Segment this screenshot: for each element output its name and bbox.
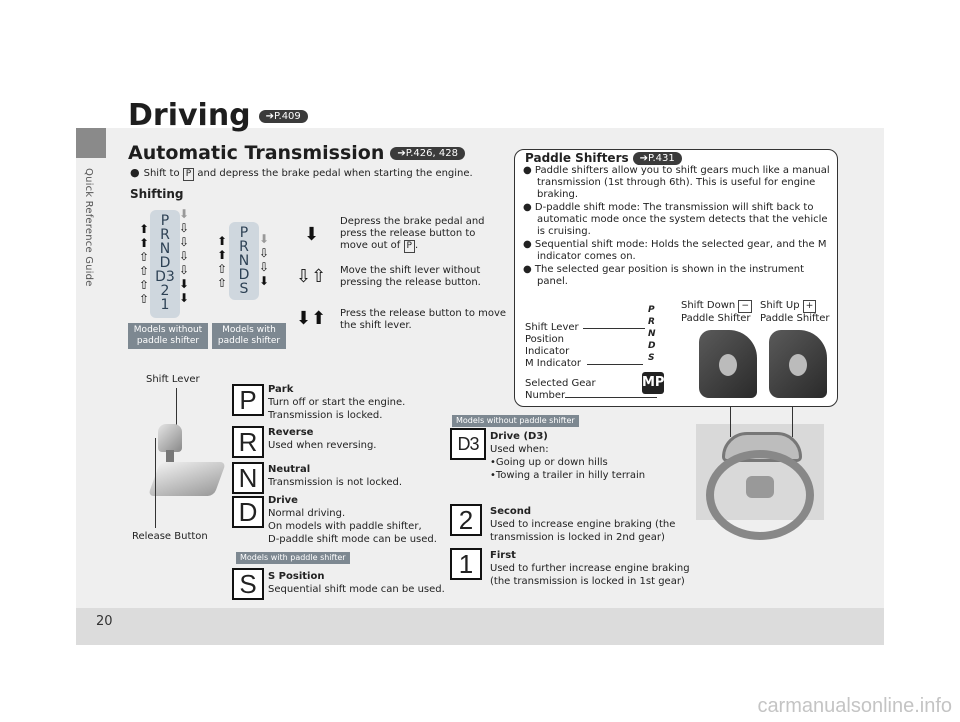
intro-instruction (130, 166, 473, 181)
gear-desc-text: Normal driving. On models with paddle shifter, D-paddle shift mode can be used. (268, 508, 437, 545)
gate2-letter: R (239, 239, 249, 255)
gear-p-desc (268, 383, 405, 422)
paddle-bullet-list (523, 165, 833, 289)
release-button-leader (155, 438, 156, 528)
gear-desc-text: Used to further increase engine braking (the transmission is locked in 1st gear) (490, 563, 690, 587)
steering-wheel-image (696, 424, 824, 520)
gear-d3-desc (490, 430, 645, 482)
indicator-letter: N (648, 329, 656, 339)
double-solid-arrow-icon: ⬇⬆ (296, 308, 327, 329)
shift-knob (158, 424, 182, 452)
list-item: ● D-paddle shift mode: The transmission will shift back to automatic mode once the system detects that the vehicle is cruising. (523, 202, 828, 237)
paddle-leader-right (792, 407, 793, 437)
gear-name: Park (268, 384, 294, 395)
shifting-heading: Shifting (130, 187, 184, 201)
legend-outline-text: Move the shift lever without pressing the release button. (340, 265, 481, 288)
gear-name: Second (490, 506, 532, 517)
shift-down-text: Shift Down (681, 300, 736, 311)
gate1-letter: P (160, 213, 170, 229)
paddle-panel-title (525, 151, 682, 165)
page-number: 20 (96, 614, 113, 629)
title-page-ref-link[interactable]: ➔P.409 (259, 110, 308, 123)
shift-lever-image (150, 424, 222, 498)
gear-name: Neutral (268, 464, 311, 475)
plus-key-icon: + (803, 300, 817, 313)
gear-d-icon: D (232, 496, 264, 528)
gear-name: First (490, 550, 516, 561)
legend-solid-before: Depress the brake pedal and press the release button to move out of (340, 216, 485, 251)
shift-up-label (760, 300, 840, 325)
list-item: ● The selected gear position is shown in the instrument panel. (523, 264, 805, 287)
gate2-letter: D (238, 267, 250, 283)
shift-lever-leader (176, 388, 177, 426)
gear-2-icon: 2 (450, 504, 482, 536)
tag-with-paddle-s: Models with paddle shifter (236, 552, 350, 564)
gear-n-icon: N (232, 462, 264, 494)
shift-lever-position-indicator-label: Shift Lever Position Indicator (525, 322, 579, 357)
gear-display-icon: MP (642, 372, 664, 394)
gate2-letter: S (239, 281, 249, 297)
gate1-letter: D3 (155, 269, 175, 285)
paddle-bullet-text: D-paddle shift mode: The transmission will shift back to automatic mode once the system detects that the vehicle is cruising. (534, 202, 828, 237)
page-title (128, 98, 308, 133)
gear-desc-text: Transmission is not locked. (268, 477, 403, 488)
watermark: carmanualsonline.info (757, 695, 952, 717)
gear-r-desc (268, 426, 376, 452)
minus-key-icon: − (738, 300, 752, 313)
gear-gate-with-paddle (229, 222, 259, 300)
paddle-bullet-text: Paddle shifters allow you to shift gears much like a manual transmission (1st through 6th). This is useful for engine braking. (534, 165, 830, 200)
gate1-left-arrows: ⬆ ⬆ ⇧ ⇧ ⇧ ⇧ (138, 222, 150, 306)
gear-name: S Position (268, 571, 325, 582)
gear-number-leader-line (565, 397, 657, 398)
gate1-letter: N (159, 241, 171, 257)
shift-down-paddle-image (699, 330, 757, 398)
tag-with-paddle: Models with paddle shifter (212, 323, 286, 349)
m-indicator-leader-line (587, 364, 643, 365)
gear-name: Reverse (268, 427, 314, 438)
gate2-left-arrows: ⬆ ⬆ ⇧ ⇧ (216, 234, 228, 290)
subtitle-page-ref-link[interactable]: ➔P.426, 428 (390, 147, 465, 160)
gate1-letter: D (159, 255, 171, 271)
indicator-letter: S (648, 353, 655, 363)
solid-arrow-icon: ⬇ (304, 224, 320, 245)
indicator-letters (648, 304, 658, 364)
gate1-letter: 2 (160, 283, 170, 299)
gear-s-icon: S (232, 568, 264, 600)
m-indicator-label: M Indicator (525, 358, 581, 369)
gear-desc-text: Sequential shift mode can be used. (268, 584, 445, 595)
indicator-letter: D (648, 341, 656, 351)
gate2-letter: P (239, 225, 249, 241)
gear-desc-text: Used when reversing. (268, 440, 377, 451)
gear-d-desc (268, 494, 437, 546)
side-tab-label: Quick Reference Guide (83, 168, 94, 287)
paddle-bullet-text: Sequential shift mode: Holds the selected gear, and the M indicator comes on. (534, 239, 827, 262)
paddle-shifters-panel (514, 149, 838, 407)
gate1-letter: 1 (160, 297, 170, 313)
gear-1-icon: 1 (450, 548, 482, 580)
gear-s-desc (268, 570, 445, 596)
release-button-label: Release Button (132, 531, 208, 542)
legend-double-text: Press the release button to move the shift lever. (340, 308, 507, 331)
subtitle-ref-text: P.426, 428 (405, 148, 458, 159)
tag-without-paddle-d3: Models without paddle shifter (452, 415, 579, 427)
gear-desc-text: Turn off or start the engine. Transmission is locked. (268, 397, 406, 421)
gear-p-icon: P (232, 384, 264, 416)
list-item: ● Sequential shift mode: Holds the selected gear, and the M indicator comes on. (523, 239, 827, 262)
gear-name: Drive (D3) (490, 431, 548, 442)
page-title-text: Driving (128, 98, 251, 133)
title-ref-text: P.409 (274, 111, 301, 122)
paddle-leader-left (730, 407, 731, 437)
indicator-letter: P (648, 305, 655, 315)
wheel-hub (746, 476, 774, 498)
section-title-text: Automatic Transmission (128, 142, 385, 164)
selected-gear-number-label: Selected Gear Number (525, 378, 596, 401)
gate2-right-arrows: ⬇ ⇩ ⇩ ⬇ (258, 232, 270, 288)
park-key-icon: P (404, 240, 415, 253)
bullet-icon: ● (130, 166, 140, 179)
intro-before: Shift to (143, 168, 180, 179)
gear-name: Drive (268, 495, 298, 506)
page-footer (76, 608, 884, 645)
gear-desc-text: Used to increase engine braking (the transmission is locked in 2nd gear) (490, 519, 676, 543)
shift-up-paddle-image (769, 330, 827, 398)
gate1-letter: R (160, 227, 170, 243)
section-tab (76, 128, 106, 158)
paddle-panel-title-text: Paddle Shifters (525, 151, 629, 165)
paddle-shifter-text: Paddle Shifter (760, 313, 830, 324)
paddle-bullet-text: The selected gear position is shown in the instrument panel. (534, 264, 805, 287)
paddle-ref-text: P.431 (648, 153, 675, 164)
gear-d3-icon: D3 (450, 428, 486, 460)
gear-desc-text: Used when: •Going up or down hills •Towing a trailer in hilly terrain (490, 444, 646, 481)
gear-1-desc (490, 549, 690, 588)
tag-without-paddle: Models without paddle shifter (128, 323, 208, 349)
gear-gate-without-paddle (150, 210, 180, 318)
intro-after: and depress the brake pedal when starting the engine. (197, 168, 473, 179)
legend-solid-text (340, 216, 500, 253)
section-title (128, 142, 465, 164)
shift-lever-label: Shift Lever (146, 374, 200, 385)
shift-up-text: Shift Up (760, 300, 800, 311)
gear-n-desc (268, 463, 402, 489)
gate1-right-arrows: ⬇ ⇩ ⇩ ⇩ ⇩ ⬇ ⬇ (178, 207, 190, 305)
gear-r-icon: R (232, 426, 264, 458)
gate2-letter: N (238, 253, 250, 269)
gear-2-desc (490, 505, 675, 544)
shift-down-label (681, 300, 761, 325)
indicator-letter: R (648, 317, 655, 327)
shift-base (148, 462, 226, 496)
park-key-icon: P (183, 168, 194, 181)
outline-arrow-icon: ⇩⇧ (296, 266, 327, 287)
indicator-leader-line (583, 328, 645, 329)
paddle-page-ref-link[interactable]: ➔P.431 (633, 152, 682, 165)
list-item: ● Paddle shifters allow you to shift gears much like a manual transmission (1st through 6th). This is useful for engine braking. (523, 165, 830, 200)
paddle-shifter-text: Paddle Shifter (681, 313, 751, 324)
legend-solid-after: . (414, 240, 419, 251)
